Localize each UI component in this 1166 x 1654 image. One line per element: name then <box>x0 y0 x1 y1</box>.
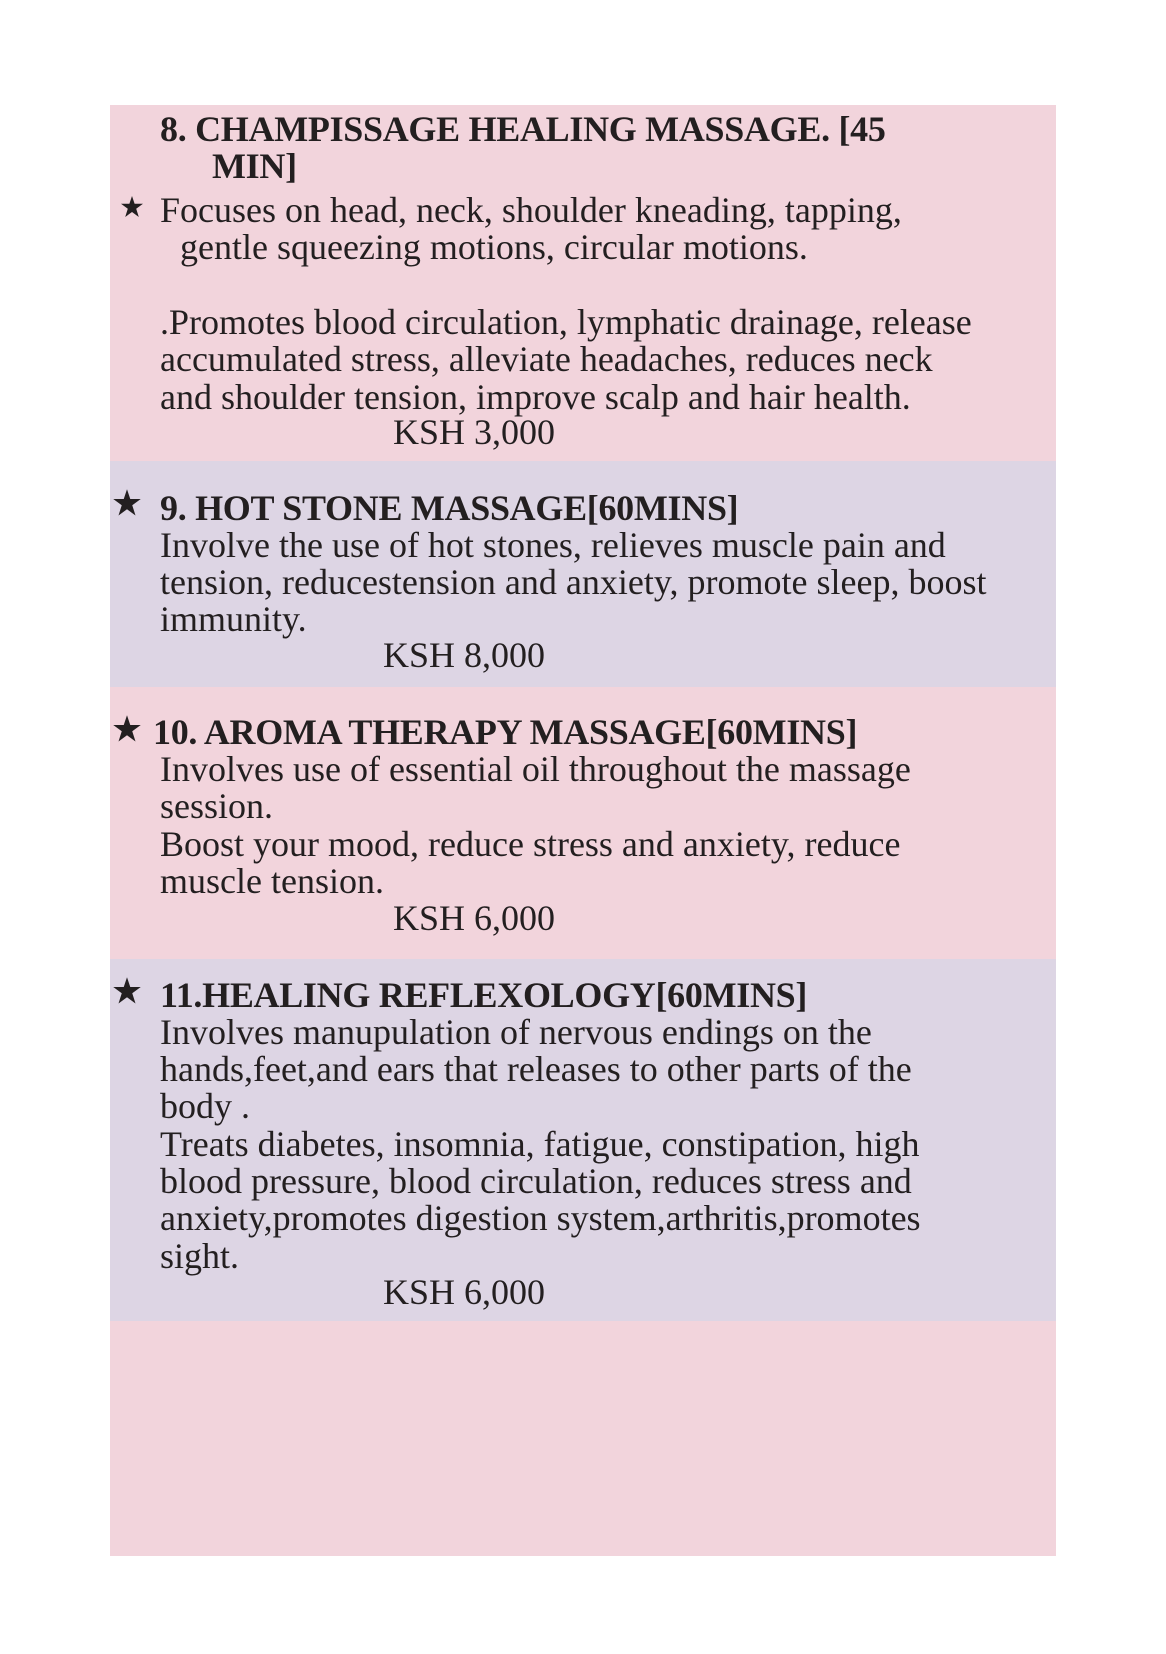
service-description-line: blood pressure, blood circulation, reduces stress and <box>160 1161 912 1201</box>
service-description-line: Treats diabetes, insomnia, fatigue, constipation, high <box>160 1124 920 1164</box>
service-description-line: immunity. <box>160 599 307 639</box>
service-description-line: gentle squeezing motions, circular motions. <box>180 227 808 267</box>
service-description-line: Involve the use of hot stones, relieves muscle pain and <box>160 525 946 565</box>
star-icon <box>112 976 142 1006</box>
empty-panel <box>110 1321 1056 1556</box>
service-description-line: anxiety,promotes digestion system,arthritis,promotes <box>160 1198 921 1238</box>
service-description-line: hands,feet,and ears that releases to other parts of the <box>160 1049 912 1089</box>
service-title: 8. CHAMPISSAGE HEALING MASSAGE. [45 <box>160 109 886 149</box>
service-description-line: Involves use of essential oil throughout the massage <box>160 749 911 789</box>
star-icon <box>112 714 142 744</box>
service-description-line: Involves manupulation of nervous endings on the <box>160 1012 872 1052</box>
service-description-line: session. <box>160 786 274 826</box>
service-title-continued: MIN] <box>212 146 297 186</box>
service-title: 9. HOT STONE MASSAGE[60MINS] <box>160 488 739 528</box>
service-title: 11.HEALING REFLEXOLOGY[60MINS] <box>160 975 808 1015</box>
service-description-line: Boost your mood, reduce stress and anxiety, reduce <box>160 824 901 864</box>
service-price: KSH 6,000 <box>383 1272 546 1312</box>
service-price: KSH 8,000 <box>383 635 546 675</box>
service-description-line: body . <box>160 1086 250 1126</box>
service-description-line: Focuses on head, neck, shoulder kneading, tapping, <box>160 190 902 230</box>
service-description-line: and shoulder tension, improve scalp and hair health. <box>160 377 911 417</box>
service-title: 10. AROMA THERAPY MASSAGE[60MINS] <box>153 712 858 752</box>
service-description-line: .Promotes blood circulation, lymphatic drainage, release <box>160 302 972 342</box>
service-price: KSH 6,000 <box>393 898 556 938</box>
service-description-line: muscle tension. <box>160 861 384 901</box>
star-icon <box>120 195 144 219</box>
service-price: KSH 3,000 <box>393 412 556 452</box>
service-description-line: accumulated stress, alleviate headaches, reduces neck <box>160 339 933 379</box>
star-icon <box>112 488 142 518</box>
service-description-line: tension, reducestension and anxiety, promote sleep, boost <box>160 562 987 602</box>
service-description-line: sight. <box>160 1236 240 1276</box>
